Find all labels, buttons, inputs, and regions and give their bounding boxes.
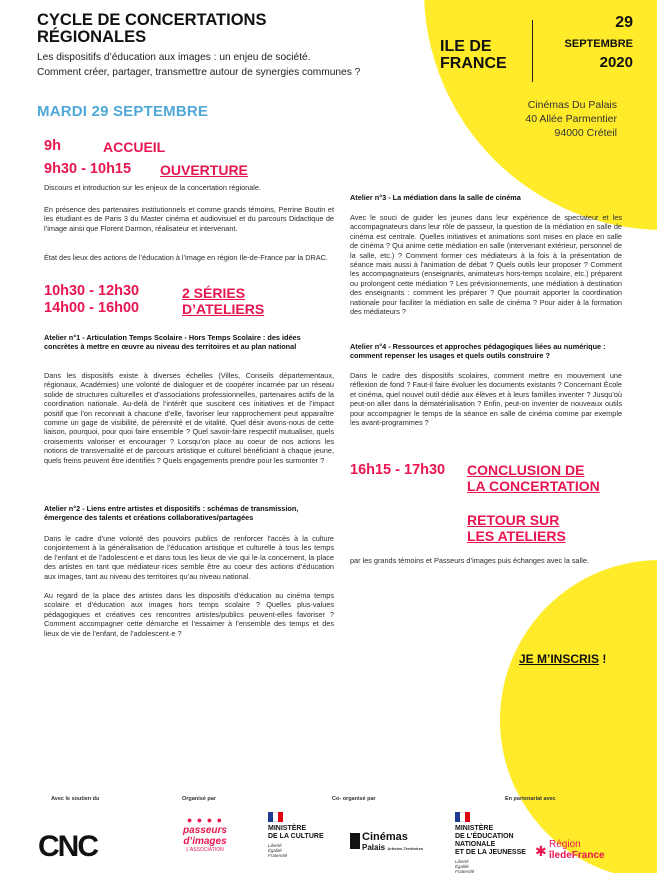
conclusion-text: par les grands témoins et Passeurs d’images puis échanges avec la salle. [350, 556, 589, 565]
ministere-education-logo: MINISTÈRE DE L’ÉDUCATION NATIONALE ET DE LA JEUNESSE Liberté Égalité Fraternité [455, 812, 526, 873]
atelier-2-text-1: Dans le cadre d’une volonté des pouvoirs publics de renforcer l’accès à la culture conjointement à la généralisation de l’éducation artistique et culturelle à tous les temps de l’enfant et de l’adolescent·e et dans tous les lieux de vie qui le·la concernent, la place des artistes en tant que médiateur·rices semble être au coeur des actions d’éducation aux images, tant au niveau des territoires qu’au niveau national. [44, 534, 334, 581]
atelier-4-text: Dans le cadre des dispositifs scolaires, comment mettre en mouvement une réflexion de fond ? Faut-il faire évoluer les documents existants ? Concernant École et cinéma, quel nouvel outil dédié aux élèves et à leurs familles inventer ? Jusqu’où peut-on aller dans la dématérialisation ? Enfin, peut-on inventer de nouveaux outils pour accompagner le temps de la séance en salle de cinéma comme par exemple les avant-programmes ? [350, 371, 622, 428]
slot-accueil-label: ACCUEIL [103, 139, 166, 155]
footer-label-partenariat: En partenariat avec [505, 796, 556, 802]
footer-label-organise: Organisé par [182, 796, 216, 802]
slot-conclusion-time: 16h15 - 17h30 [350, 462, 446, 478]
region-idf-logo: ✱ Région îledeFrance [535, 839, 605, 861]
opening-text-3: État des lieux des actions de l’éducation à l’image en région Ile-de-France par la DRAC. [44, 253, 328, 262]
opening-text-2: En présence des partenaires institutionnels et comme grands témoins, Perrine Boutin et les étudiant·es de Paris 3 du Master cinéma et audiovisuel et du parcours Didactique de l’image ainsi que Florent Darmon, réalisateur et intervenant. [44, 205, 334, 233]
french-flag-icon [455, 812, 470, 822]
opening-text-1: Discours et introduction sur les enjeux de la concertation régionale. [44, 183, 262, 192]
slot-conclusion-label: CONCLUSION DE LA CONCERTATION [467, 462, 600, 494]
atelier-3-text: Avec le souci de guider les jeunes dans leur expérience de spectateur et les accompagnateurs dans leur rôle de passeur, la question de la médiation en salle de cinéma est centrale. Quelles initiatives et animations sont mises en place en salle de cinéma ? Qui anime cette médiation en salle (intervenant extérieur, personnel de la salle, etc.) ? Comment former ces médiateurs à la fois à la présentation de séance mais aussi à l’animation de débat ? Quels outils leur proposer ? Comment les accompagnateurs (enseignants, animateurs hors-temps scolaire, etc.) préparent ou prolongent cette médiation ? Les prévisionnements, une médiation à destination des enseignants : comment les préparer ? Que pourrait apporter la coordination nationale pour faciliter la médiation en salle de cinéma ? Pour aider à la formation des médiateurs ? [350, 213, 622, 317]
atelier-1-text: Dans les dispositifs existe à diverses échelles (Villes, Conseils départementaux, régionaux, Académies) une volonté de dialoguer et de coopérer incarnée par un réseau solide de structures culturelles et d’associations professionnelles, partenaires actifs de la coordination nationale. Au-delà de l’intérêt que suscitent ces initiatives et de l’impact positif que l’on reconnait à chacune d’elle, favoriser leur rapprochement peut apparaître comme un gage de visibilité, de pérennité et de vitalité. Quel désir avons-nous de cette liaison, pourquoi, pour quoi faire ensemble ? Quel savoir-faire respectif mutualiser, quels croisements valoriser et encourager ? Lorsqu’on place au coeur de nos actions les notions de transversalité et de parcours artistique et culturel bénéficiant à chaque jeune, quels freins peuvent être identifiés ? Quels engagements prendre pour les surmonter ? [44, 371, 334, 465]
slot-accueil-time: 9h [44, 138, 61, 154]
day-heading: MARDI 29 SEPTEMBRE [37, 103, 209, 120]
cinemas-box-icon [350, 833, 360, 849]
ministere-culture-logo: MINISTÈRE DE LA CULTURE Liberté Égalité Fraternité [268, 812, 324, 858]
footer-label-coorganise: Co- organisé par [332, 796, 376, 802]
atelier-2-title: Atelier n°2 - Liens entre artistes et dispositifs : schémas de transmission, émergence des talents et créations collaboratives/partagées [44, 504, 299, 523]
slot-retour-label: RETOUR SUR LES ATELIERS [467, 512, 566, 544]
event-date-month: SEPTEMBRE [564, 38, 633, 50]
slot-ouverture-time: 9h30 - 10h15 [44, 161, 132, 177]
atelier-2-text-2: Au regard de la place des artistes dans les dispositifs d’éducation au cinéma temps scolaire et d’éducation aux images hors temps scolaire ? Quelles plus-values pédagogiques et créatives ces rencontres artistes/publics peuvent-elles favoriser ? Comment accompagner cette démarche et l’essaimer à l’ensemble des temps et des lieux de vie de l’enfant, de l’adolescent·e ? [44, 591, 334, 638]
slot-ouverture-label: OUVERTURE [160, 162, 248, 178]
devise-text: Liberté Égalité Fraternité [268, 843, 288, 858]
passeurs-images-logo: ● ● ● ● passeurs d’images L’ASSOCIATION [170, 815, 240, 854]
venue-address: Cinémas Du Palais 40 Allée Parmentier 94000 Créteil [525, 99, 617, 139]
slot-ateliers-label: 2 SÉRIES D’ATELIERS [182, 285, 265, 317]
devise-text: Liberté Égalité Fraternité [455, 859, 475, 873]
passeurs-dots-icon: ● ● ● ● [186, 815, 224, 825]
region-star-icon: ✱ [535, 843, 547, 859]
cnc-logo: CNC [38, 830, 97, 863]
event-date-year: 2020 [599, 54, 633, 71]
page-subtitle: Les dispositifs d’éducation aux images : un enjeu de société. Comment créer, partager, transmettre autour de synergies communes ? [37, 52, 361, 78]
slot-ateliers-time: 10h30 - 12h30 14h00 - 16h00 [44, 283, 140, 316]
header-divider [532, 20, 533, 82]
atelier-1-title: Atelier n°1 - Articulation Temps Scolaire - Hors Temps Scolaire : des idées concrètes à mettre en œuvre au niveau des territoires et au plan national [44, 333, 301, 352]
register-link[interactable]: JE M’INSCRIS ! [519, 652, 607, 666]
page-title: CYCLE DE CONCERTATIONS RÉGIONALES [37, 11, 267, 46]
french-flag-icon [268, 812, 283, 822]
atelier-3-title: Atelier n°3 - La médiation dans la salle de cinéma [350, 193, 521, 202]
region-name: ILE DE FRANCE [440, 38, 507, 72]
footer-label-soutien: Avec le soutien du [51, 796, 100, 802]
event-date-day: 29 [615, 14, 633, 31]
cinemas-palais-logo: Cinémas Palais Artistes-Territoires [350, 832, 423, 853]
atelier-4-title: Atelier n°4 - Ressources et approches pédagogiques liées au numérique : comment repenser les usages et quels outils construire ? [350, 342, 606, 361]
